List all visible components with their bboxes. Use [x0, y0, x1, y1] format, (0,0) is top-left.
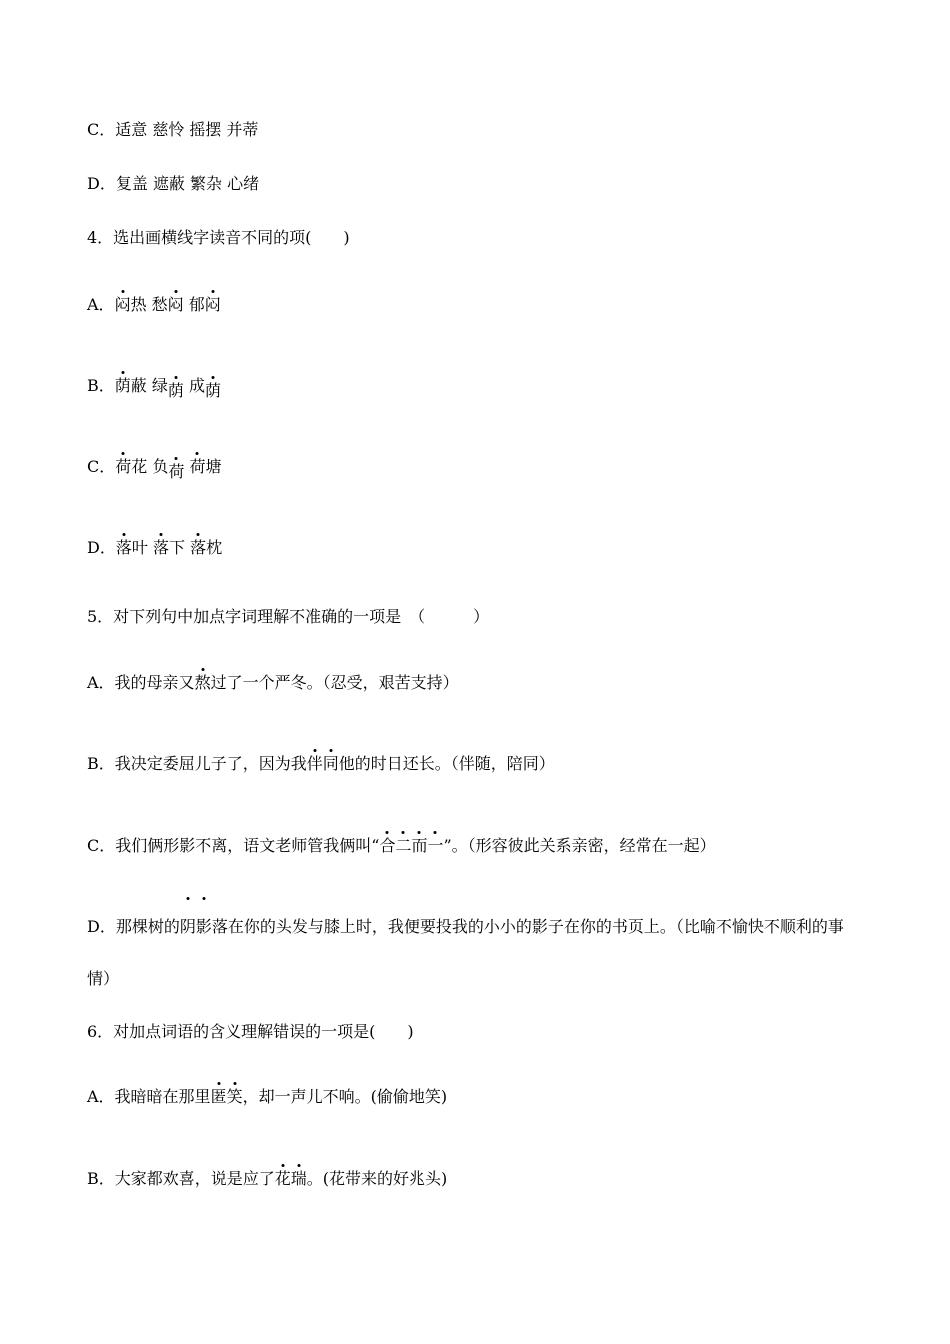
dotted-char: 落: [152, 538, 169, 557]
dotted-char: 荷: [189, 457, 206, 476]
dotted-char: 荫: [167, 381, 184, 400]
text: 花 负: [131, 457, 169, 476]
dotted-char: 落: [115, 538, 132, 557]
q3-option-d: D．复盖 遮蔽 繁杂 心绪: [87, 174, 260, 193]
text: 他的时日还长。（伴随，陪同）: [338, 754, 555, 773]
q4-option-a: [87, 294, 221, 316]
dotted-char: 荷: [115, 457, 132, 476]
q5-option-d: [87, 901, 867, 1005]
dotted-char: 匿: [210, 1087, 227, 1106]
dotted-char: 阴: [180, 901, 196, 953]
text: ”。（形容彼此关系亲密，经常在一起）: [443, 836, 716, 855]
dotted-char: 影: [196, 901, 212, 953]
q4-option-c: [87, 456, 222, 481]
text: 落在你的头发与膝上时，我便要投我的小小的影子在你的书页上。（比喻不愉快不顺利的事情）: [87, 917, 844, 988]
text: 。(花带来的好兆头): [306, 1169, 448, 1188]
text: 叶: [131, 538, 153, 557]
text: ，却一声儿不响。(偷偷地笑): [242, 1087, 448, 1106]
q4-option-d: [87, 537, 222, 559]
q6-stem: 6．对加点词语的含义理解错误的一项是( ): [87, 1022, 414, 1041]
dotted-char: 伴: [306, 754, 323, 773]
text: B．: [87, 376, 115, 395]
text: D．那棵树的: [87, 917, 180, 936]
dotted-char: 荫: [204, 381, 221, 400]
text: 郁: [183, 295, 205, 314]
text: B．我决定委屈儿子了，因为我: [87, 754, 307, 773]
dotted-char: 瑞: [290, 1169, 307, 1188]
text: D．: [87, 538, 116, 557]
q5-stem: 5．对下列句中加点字词理解不准确的一项是 （ ）: [87, 607, 490, 626]
text: C．我们俩形影不离，语文老师管我俩叫“: [87, 836, 380, 855]
text: 下: [168, 538, 191, 557]
dotted-char: 而: [411, 836, 428, 855]
dotted-char: 同: [322, 754, 339, 773]
text: 蔽 绿: [130, 376, 168, 395]
q5-option-a: [87, 672, 459, 694]
text: B．大家都欢喜，说是应了: [87, 1169, 275, 1188]
q6-option-a: [87, 1086, 447, 1108]
dotted-char: 闷: [204, 295, 221, 314]
q3-option-c: C．适意 慈怜 摇摆 并蒂: [87, 120, 259, 139]
text: 成: [183, 376, 205, 395]
dotted-char: 一: [427, 836, 444, 855]
text: A．我暗暗在那里: [87, 1087, 211, 1106]
text: 塘: [205, 457, 222, 476]
q5-option-c: [87, 835, 716, 857]
text: 枕: [206, 538, 223, 557]
dotted-char: 合: [379, 836, 396, 855]
dotted-char: 落: [190, 538, 207, 557]
q4-option-b: [87, 375, 221, 400]
dotted-char: 闷: [167, 295, 184, 314]
text: C．: [87, 457, 116, 476]
dotted-char: 荫: [114, 376, 131, 395]
q6-option-b: [87, 1168, 447, 1190]
text: A．: [87, 295, 115, 314]
dotted-char: 闷: [114, 295, 131, 314]
text: 过了一个严冬。（忍受，艰苦支持）: [210, 673, 459, 692]
dotted-char: 花: [274, 1169, 291, 1188]
dotted-char: 熬: [194, 673, 211, 692]
dotted-char: 二: [395, 836, 412, 855]
text: A．我的母亲又: [87, 673, 195, 692]
text: 热 愁: [130, 295, 168, 314]
q4-stem: 4．选出画横线字读音不同的项( ): [87, 228, 350, 247]
dotted-char: 笑: [226, 1087, 243, 1106]
q5-option-b: [87, 753, 555, 775]
dotted-char: 荷: [168, 462, 185, 481]
